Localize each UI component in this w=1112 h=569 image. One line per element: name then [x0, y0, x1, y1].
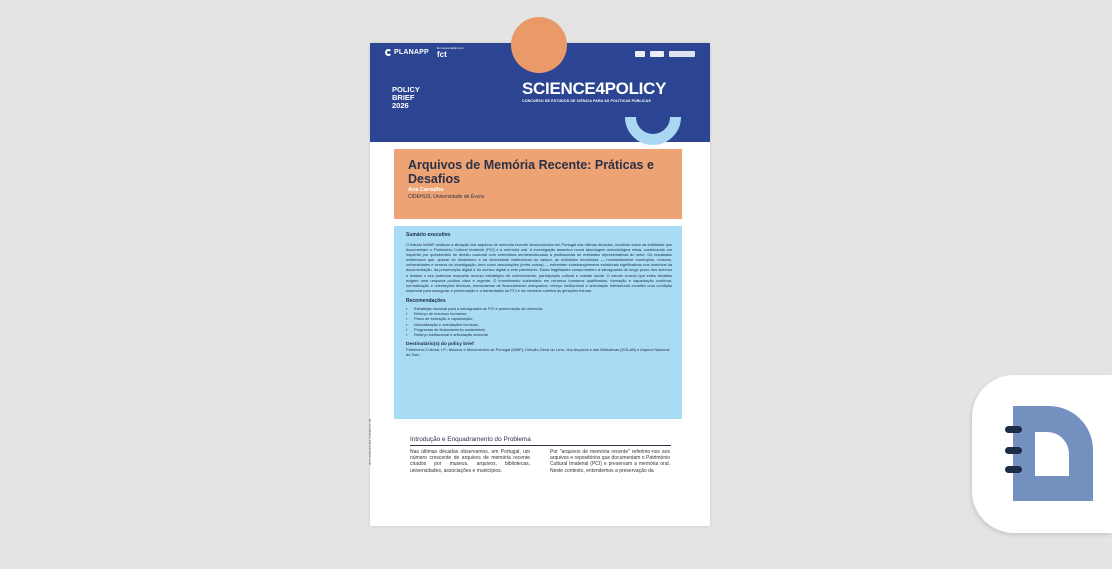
planapp-logo: PLANAPP: [385, 49, 429, 56]
list-item: ▪ Plano de formação e capacitação;: [406, 316, 672, 321]
policy-brief-page: [370, 43, 710, 526]
notebook-document-icon: [1013, 406, 1093, 501]
republica-logo-icon: [650, 51, 664, 57]
summary-body: O estudo InMAP analisou a situação dos arquivos de memória recente desenvolvidos em Portugal nas últimas décadas, incidindo sobre as entidades que documentam o Património Cultural Imaterial (PCI) e a memória oral. A investigação assentou numa abordagem metodológica mista, combinando um inquérito por questionário de âmbito nacional com entrevistas semiestruturadas a profissionais de entidades representativas do setor. Os resultados evidenciam que, apesar do dinamismo e da diversidade institucional do campo, as entidades envolvidas — nomeadamente municípios, museus, universidades e centros de investigação, bem como associações (entre outras) — enfrentam constrangimentos estruturais significativos nos domínios da documentação, da preservação digital e do acesso digital a este património. Estas fragilidades comprometem a salvaguarda de longo prazo dos acervos e limitam o seu potencial enquanto recurso estratégico de conhecimento, participação cultural e coesão social. O estudo conclui que estes desafios exigem uma resposta política clara e urgente. O investimento sustentado em recursos humanos qualificados, formação e capacitação contínua, normalização e orientações técnicas, mecanismos de financiamento adequados, reforço institucional e articulação intersetorial constitui uma condição essencial para assegurar a preservação e a transmissão do PCI e da memória coletiva às gerações futuras.: [406, 242, 672, 293]
intro-column-left: Nas últimas décadas observamos, em Portugal, um número crescente de arquivos de memória recente criados por museus, arquivos, bibliotecas, universidades, associações e municípios.: [410, 449, 530, 474]
document-identifier: DI-PLANAPP-PB-02/2026-S4P: [368, 419, 372, 466]
recipients-text: Património Cultural, I.P.; Museus e Monumentos de Portugal (MMP); Direção-Geral do Livro, dos Arquivos e das Bibliotecas (DGLAB) e Arquivo Nacional do Som: [406, 347, 670, 358]
summary-heading: Sumário executivo: [406, 232, 451, 238]
intro-heading: Introdução e Enquadramento do Problema: [410, 436, 671, 446]
intro-column-right: Por "arquivos de memória recente" referimo-nos aos arquivos e repositórios que documentam o Património Cultural Imaterial (PCI) e preservam a memória oral. Neste contexto, entendemos a preservação da: [550, 449, 670, 474]
title-block: [394, 149, 682, 219]
decorative-semicircle: [511, 17, 567, 73]
document-title: Arquivos de Memória Recente: Práticas e Desafios: [408, 158, 654, 186]
list-item: ▪ Reforço institucional e articulação sectorial.: [406, 332, 672, 337]
planapp-mark-icon: [385, 49, 392, 56]
policy-brief-label: POLICY BRIEF 2026: [392, 85, 420, 110]
list-item: ▪ Estratégia nacional para a salvaguarda do PCI e preservação da memória;: [406, 306, 672, 311]
brand-title: SCIENCE4POLICY: [522, 79, 667, 98]
fct-logo: Em associação com fct: [437, 46, 464, 59]
recommendations-heading: Recomendações: [406, 297, 446, 304]
list-item: ▪ Programas de financiamento sustentável;: [406, 327, 672, 332]
recipients-heading: Destinatário(s) do policy brief: [406, 342, 474, 348]
funding-logos: [635, 51, 695, 57]
brand-subtitle: CONCURSO DE ESTUDOS DE CIÊNCIA PARA AS POLÍTICAS PÚBLICAS: [522, 99, 651, 103]
prr-logo-icon: [635, 51, 645, 57]
executive-summary: [394, 226, 682, 419]
eu-flag-icon: [669, 51, 695, 57]
header-banner: [370, 43, 710, 142]
author-institution: CIDEHUS, Universidade de Évora: [408, 194, 484, 200]
list-item: ▪ Reforço de recursos humanos;: [406, 311, 672, 316]
list-item: ▪ Normalização e orientações técnicas;: [406, 322, 672, 327]
author-name: Ana Carvalho: [408, 187, 444, 193]
recommendations-list: [406, 306, 672, 337]
